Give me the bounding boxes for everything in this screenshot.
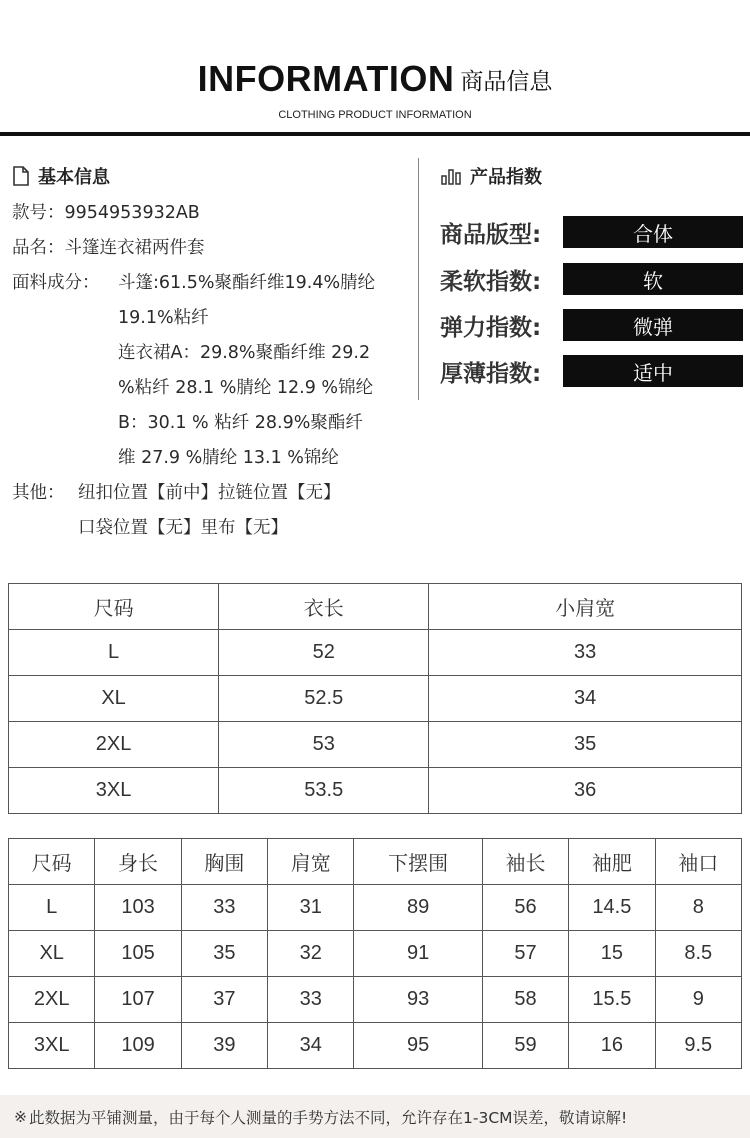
product-index-section — [440, 160, 745, 387]
other-line: 口袋位置【无】里布【无】 — [78, 518, 288, 538]
table-cell: 33 — [268, 977, 354, 1023]
fabric-line: 斗篷:61.5%聚酯纤维19.4%腈纶 — [118, 273, 376, 293]
index-value-box: 合体 — [563, 216, 743, 248]
cape-size-table — [8, 583, 742, 814]
dress-size-table — [8, 838, 742, 1069]
table-cell: XL — [9, 676, 219, 722]
table-header-cell: 袖长 — [482, 839, 568, 885]
index-label: 弹力指数: — [440, 314, 542, 341]
table-cell: 52 — [219, 630, 429, 676]
table-cell: 58 — [482, 977, 568, 1023]
table-row — [9, 676, 742, 722]
page-title: INFORMATION — [197, 58, 455, 99]
table-cell: 39 — [181, 1023, 267, 1069]
index-row-fit — [440, 215, 745, 249]
basic-info-section — [12, 160, 412, 546]
index-label: 厚薄指数: — [440, 360, 542, 387]
index-row-softness — [440, 262, 745, 296]
table-cell: 103 — [95, 885, 181, 931]
table-cell: 93 — [354, 977, 482, 1023]
table-header-cell: 衣长 — [219, 584, 429, 630]
index-label: 商品版型: — [440, 221, 542, 248]
table-cell: 14.5 — [569, 885, 655, 931]
table-cell: 107 — [95, 977, 181, 1023]
table-header-cell: 袖肥 — [569, 839, 655, 885]
table-header-cell: 肩宽 — [268, 839, 354, 885]
table-cell: 3XL — [9, 768, 219, 814]
table-header-cell: 尺码 — [9, 839, 95, 885]
table-header-row — [9, 839, 742, 885]
table-header-cell: 胸围 — [181, 839, 267, 885]
name-label: 品名： — [12, 238, 65, 258]
table-cell: 33 — [429, 630, 742, 676]
basic-info-heading — [12, 160, 412, 192]
other-row — [12, 476, 412, 546]
table-row — [9, 977, 742, 1023]
table-cell: 35 — [181, 931, 267, 977]
page-title-cn: 商品信息 — [460, 68, 553, 95]
style-no-row — [12, 196, 412, 231]
table-row — [9, 885, 742, 931]
table-header-row — [9, 584, 742, 630]
table-cell: 34 — [429, 676, 742, 722]
table-row — [9, 931, 742, 977]
table-cell: 109 — [95, 1023, 181, 1069]
table-row — [9, 1023, 742, 1069]
table-cell: 35 — [429, 722, 742, 768]
table-row — [9, 630, 742, 676]
table-cell: 9 — [655, 977, 741, 1023]
table-cell: L — [9, 885, 95, 931]
fabric-line: 连衣裙A：29.8%聚酯纤维 29.2 — [118, 343, 371, 363]
other-lines — [78, 476, 341, 546]
table-cell: 53 — [219, 722, 429, 768]
table-cell: 8.5 — [655, 931, 741, 977]
table-cell: 34 — [268, 1023, 354, 1069]
product-index-heading — [440, 160, 745, 192]
fabric-line: B：30.1 % 粘纤 28.9%聚酯纤 — [118, 413, 363, 433]
table-cell: 59 — [482, 1023, 568, 1069]
table-cell: 16 — [569, 1023, 655, 1069]
fabric-line: 维 27.9 %腈纶 13.1 %锦纶 — [118, 448, 339, 468]
fabric-line: %粘纤 28.1 %腈纶 12.9 %锦纶 — [118, 378, 374, 398]
table-cell: 53.5 — [219, 768, 429, 814]
name-value: 斗篷连衣裙两件套 — [64, 238, 205, 258]
table-cell: 36 — [429, 768, 742, 814]
style-no-value: 9954953932AB — [64, 203, 200, 223]
table-cell: 89 — [354, 885, 482, 931]
fabric-row — [12, 266, 412, 476]
table-cell: 33 — [181, 885, 267, 931]
fabric-label: 面料成分： — [12, 273, 100, 293]
table-cell: 91 — [354, 931, 482, 977]
other-line: 纽扣位置【前中】拉链位置【无】 — [78, 483, 341, 503]
table-cell: 9.5 — [655, 1023, 741, 1069]
index-label: 柔软指数: — [440, 268, 542, 295]
table-cell: 32 — [268, 931, 354, 977]
name-row — [12, 231, 412, 266]
product-index-heading-label: 产品指数 — [470, 167, 542, 188]
other-label: 其他： — [12, 483, 65, 503]
table-header-cell: 身长 — [95, 839, 181, 885]
measurement-note — [0, 1095, 750, 1138]
fabric-lines — [118, 266, 375, 476]
table-cell: 2XL — [9, 977, 95, 1023]
table-cell: 56 — [482, 885, 568, 931]
table-cell: L — [9, 630, 219, 676]
table-cell: 31 — [268, 885, 354, 931]
page-subtitle: CLOTHING PRODUCT INFORMATION — [278, 109, 472, 121]
table-cell: 2XL — [9, 722, 219, 768]
title-row — [0, 58, 750, 100]
table-cell: 52.5 — [219, 676, 429, 722]
document-icon — [12, 166, 30, 186]
table-cell: 15 — [569, 931, 655, 977]
header — [0, 0, 750, 138]
table-cell: 105 — [95, 931, 181, 977]
table-header-cell: 尺码 — [9, 584, 219, 630]
index-row-thickness — [440, 354, 745, 388]
header-divider — [0, 132, 750, 136]
section-divider — [418, 158, 419, 400]
note-text: 此数据为平铺测量，由于每个人测量的手势方法不同，允许存在1-3CM误差，敬请谅解! — [29, 1108, 628, 1127]
table-cell: 15.5 — [569, 977, 655, 1023]
table-row — [9, 768, 742, 814]
table-cell: XL — [9, 931, 95, 977]
style-no-label: 款号： — [12, 203, 65, 223]
fabric-line: 19.1%粘纤 — [118, 308, 209, 328]
table-cell: 95 — [354, 1023, 482, 1069]
index-row-elasticity — [440, 308, 745, 342]
table-header-cell: 袖口 — [655, 839, 741, 885]
table-cell: 57 — [482, 931, 568, 977]
table-header-cell: 下摆围 — [354, 839, 482, 885]
index-value-box: 微弹 — [563, 309, 743, 341]
table-cell: 3XL — [9, 1023, 95, 1069]
bar-chart-icon — [440, 166, 462, 186]
table-row — [9, 722, 742, 768]
index-value-box: 软 — [563, 263, 743, 295]
table-header-cell: 小肩宽 — [429, 584, 742, 630]
note-symbol: ※ — [14, 1107, 27, 1126]
index-value-box: 适中 — [563, 355, 743, 387]
basic-info-heading-label: 基本信息 — [38, 167, 110, 188]
table-cell: 8 — [655, 885, 741, 931]
table-cell: 37 — [181, 977, 267, 1023]
